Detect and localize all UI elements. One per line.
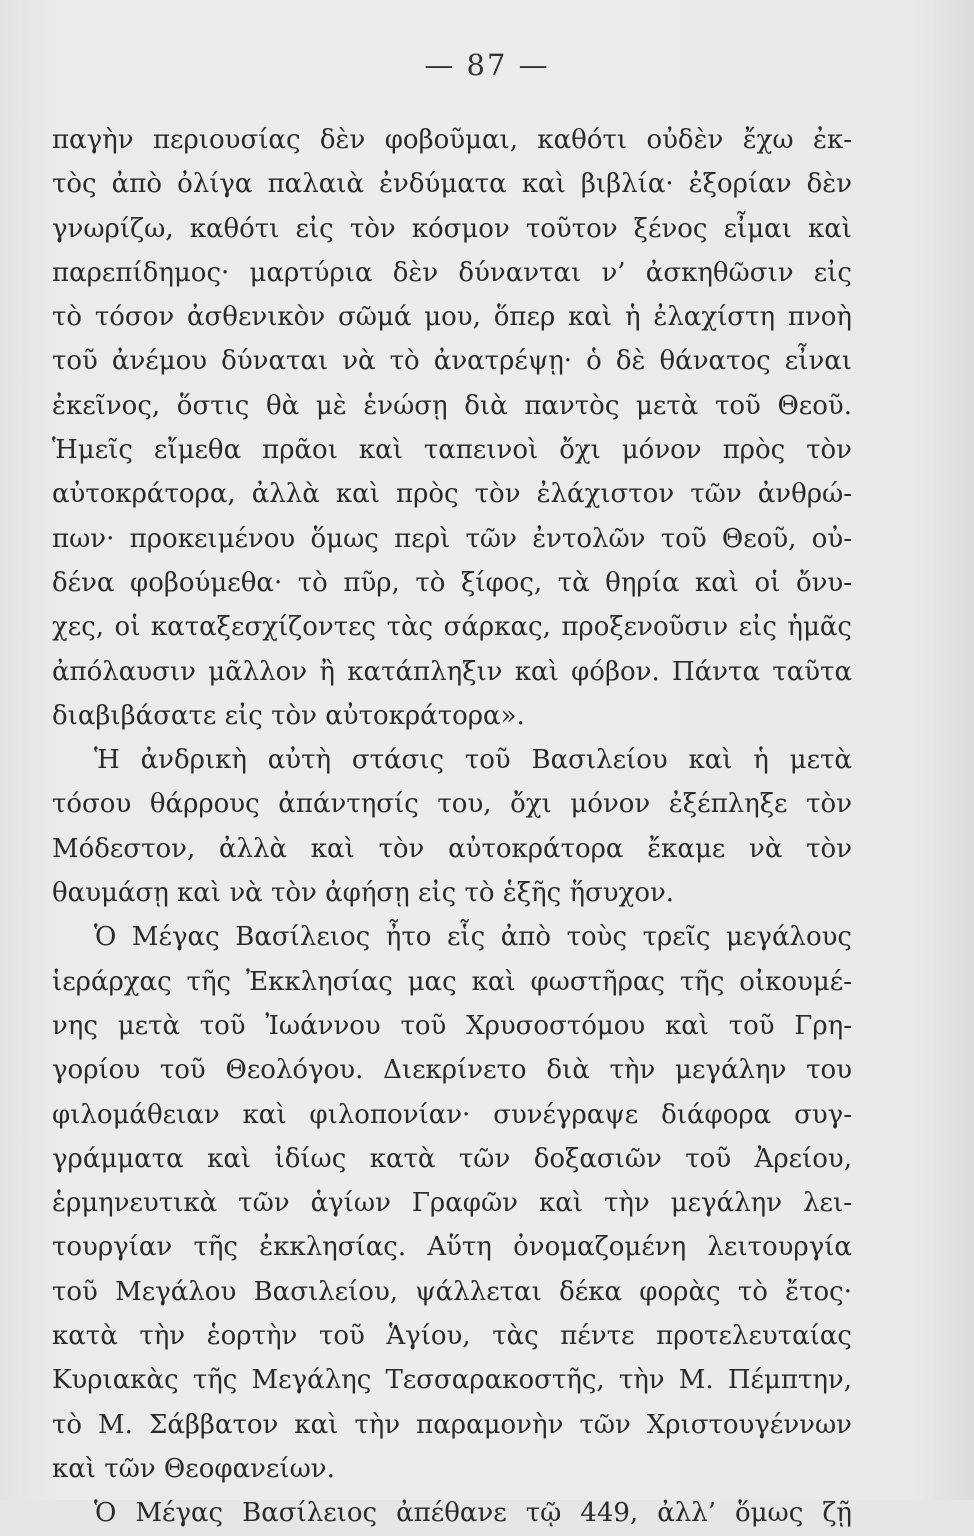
text-line: γνωρίζω, καθότι εἰς τὸν κόσμον τοῦτον ξένος εἶμαι καὶ — [52, 213, 852, 244]
text-line: τόσου θάρρους ἀπάντησίς του, ὄχι μόνον ἐξέπληξε τὸν — [52, 789, 852, 820]
text-line: νης μετὰ τοῦ Ἰωάννου τοῦ Χρυσοστόμου καὶ τοῦ Γρη- — [52, 1010, 852, 1041]
text-line: ἀπόλαυσιν μᾶλλον ἢ κατάπληξιν καὶ φόβον. Πάντα ταῦτα — [52, 656, 852, 687]
text-line: ἑρμηνευτικὰ τῶν ἁγίων Γραφῶν καὶ τὴν μεγάλην λει- — [52, 1188, 852, 1219]
text-line: τὸς ἀπὸ ὀλίγα παλαιὰ ἐνδύματα καὶ βιβλία· ἐξορίαν δὲν — [52, 169, 852, 200]
text-line: τὸ τόσον ἀσθενικὸν σῶμά μου, ὅπερ καὶ ἡ ἐλαχίστη πνοὴ — [52, 302, 852, 333]
text-line: Ἡμεῖς εἴμεθα πρᾶοι καὶ ταπεινοὶ ὄχι μόνον πρὸς τὸν — [52, 435, 852, 466]
text-line: γράμματα καὶ ἰδίως κατὰ τῶν δοξασιῶν τοῦ Ἀρείου, — [52, 1143, 852, 1174]
text-line: κατὰ τὴν ἑορτὴν τοῦ Ἁγίου, τὰς πέντε προτελευταίας — [52, 1321, 852, 1352]
text-line: τοῦ ἀνέμου δύναται νὰ τὸ ἀνατρέψῃ· ὁ δὲ θάνατος εἶναι — [52, 346, 852, 377]
text-line: διαβιβάσατε εἰς τὸν αὐτοκράτορα». — [52, 700, 525, 731]
text-line: Μόδεστον, ἀλλὰ καὶ τὸν αὐτοκράτορα ἔκαμε νὰ τὸν — [52, 833, 852, 864]
text-line: ἐκεῖνος, ὅστις θὰ μὲ ἑνώσῃ διὰ παντὸς μετὰ τοῦ Θεοῦ. — [52, 390, 852, 421]
text-line: Κυριακὰς τῆς Μεγάλης Τεσσαρακοστῆς, τὴν Μ. Πέμπτην, — [52, 1365, 852, 1396]
page-number: — 87 — — [424, 48, 550, 82]
text-line: καὶ τῶν Θεοφανείων. — [52, 1453, 335, 1484]
paragraph-start: Ὁ Μέγας Βασίλειος ἀπέθανε τῷ 449, ἀλλ’ ὅμως ζῇ — [94, 1498, 852, 1529]
text-line: δένα φοβούμεθα· τὸ πῦρ, τὸ ξίφος, τὰ θηρία καὶ οἱ ὄνυ- — [52, 567, 852, 598]
text-line: θαυμάσῃ καὶ νὰ τὸν ἀφήσῃ εἰς τὸ ἑξῆς ἥσυχον. — [52, 878, 675, 909]
text-line: παγὴν περιουσίας δὲν φοβοῦμαι, καθότι οὐδὲν ἔχω ἐκ- — [52, 125, 852, 155]
text-line: πων· προκειμένου ὅμως περὶ τῶν ἐντολῶν τοῦ Θεοῦ, οὐ- — [52, 523, 852, 554]
paragraph-start: Ἡ ἀνδρικὴ αὐτὴ στάσις τοῦ Βασιλείου καὶ ἡ μετὰ — [94, 745, 852, 776]
text-line: χες, οἱ καταξεσχίζοντες τὰς σάρκας, προξενοῦσιν εἰς ἡμᾶς — [52, 612, 852, 643]
body-text — [52, 118, 852, 1536]
text-line: φιλομάθειαν καὶ φιλοπονίαν· συνέγραψε διάφορα συγ- — [52, 1099, 852, 1130]
text-line: τοῦ Μεγάλου Βασιλείου, ψάλλεται δέκα φορὰς τὸ ἔτος· — [52, 1276, 852, 1307]
text-line: τὸ Μ. Σάββατον καὶ τὴν παραμονὴν τῶν Χριστουγέννων — [52, 1409, 852, 1440]
paragraph-start: Ὁ Μέγας Βασίλειος ἦτο εἷς ἀπὸ τοὺς τρεῖς μεγάλους — [94, 922, 852, 953]
text-line: αὐτοκράτορα, ἀλλὰ καὶ πρὸς τὸν ἐλάχιστον τῶν ἀνθρώ- — [52, 479, 852, 510]
text-line: παρεπίδημος· μαρτύρια δὲν δύνανται ν’ ἀσκηθῶσιν εἰς — [52, 257, 852, 288]
text-line: γορίου τοῦ Θεολόγου. Διεκρίνετο διὰ τὴν μεγάλην του — [52, 1055, 852, 1086]
text-line: ἱεράρχας τῆς Ἐκκλησίας μας καὶ φωστῆρας τῆς οἰκουμέ- — [52, 966, 852, 997]
text-line: τουργίαν τῆς ἐκκλησίας. Αὕτη ὀνομαζομένη λειτουργία — [52, 1232, 852, 1263]
